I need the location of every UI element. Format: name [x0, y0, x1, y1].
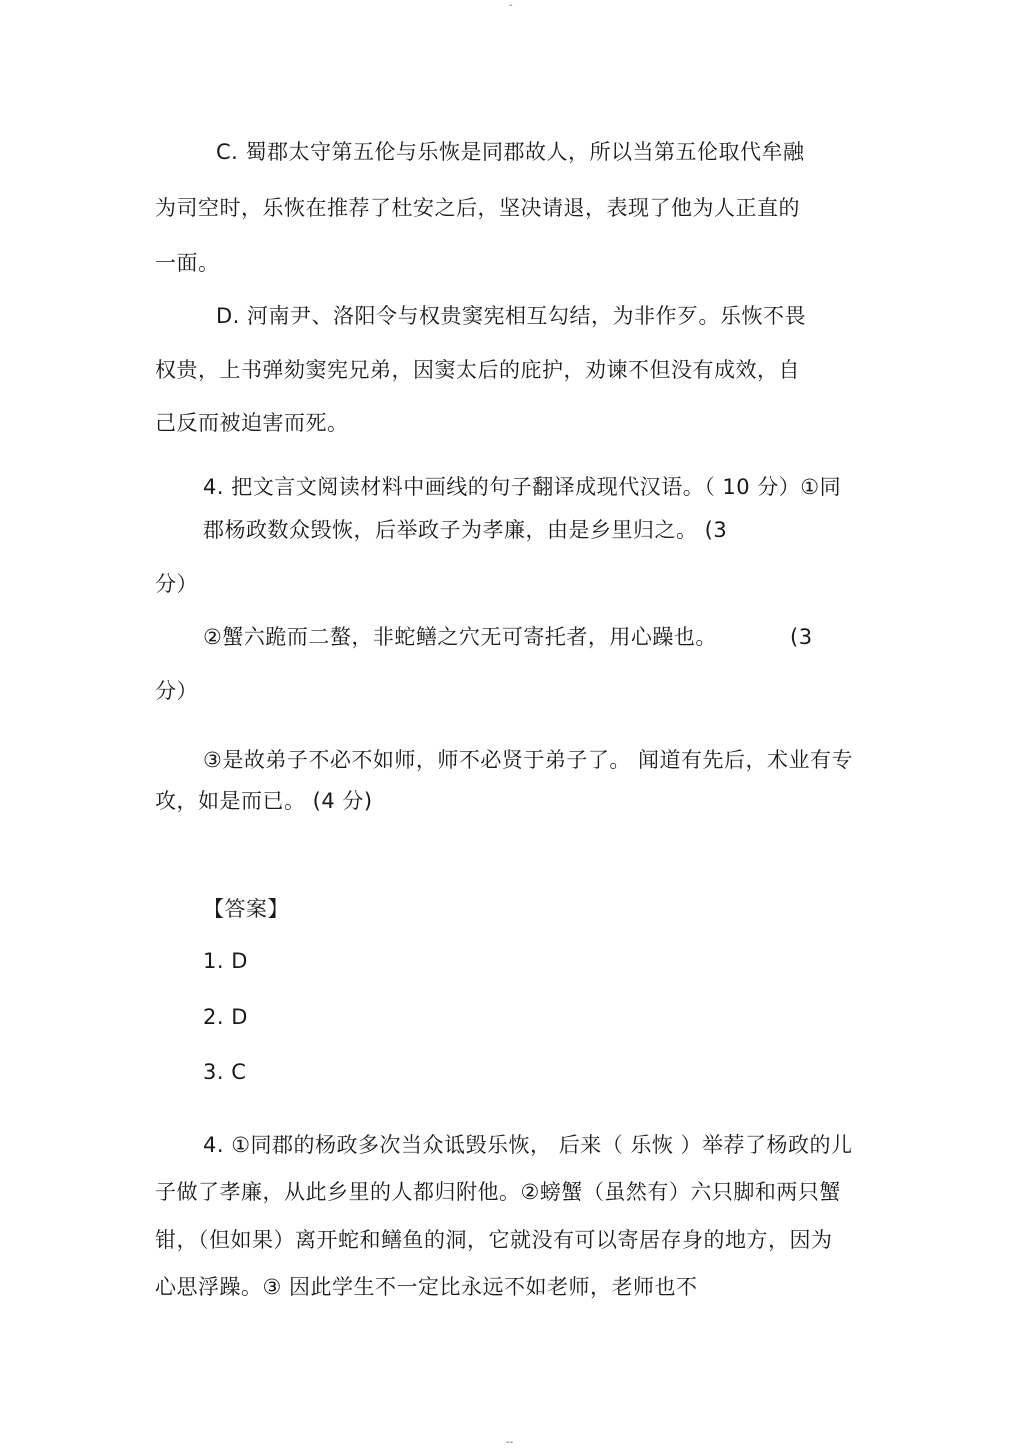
option-d-line-1: D. 河南尹、洛阳令与权贵窦宪相互勾结，为非作歹。乐恢不畏 [216, 304, 807, 328]
question-4-item-2-score-end: 分） [155, 679, 198, 703]
question-4-line-1: 4. 把文言文阅读材料中画线的句子翻译成现代汉语。（ 10 分）①同 [203, 475, 842, 499]
answers-heading: 【答案】 [203, 897, 289, 921]
answer-1: 1. D [203, 949, 248, 973]
header-mark: - [509, 0, 513, 11]
option-d-line-3: 己反而被迫害而死。 [155, 411, 349, 435]
answer-4-line-1: 4. ①同郡的杨政多次当众诋毁乐恢， 后来（ 乐恢 ）举荐了杨政的儿 [203, 1133, 853, 1157]
option-c-line-1: C. 蜀郡太守第五伦与乐恢是同郡故人，所以当第五伦取代牟融 [216, 140, 805, 164]
answer-4-line-3: 钳，（但如果）离开蛇和鳝鱼的洞，它就没有可以寄居存身的地方，因为 [155, 1228, 833, 1252]
option-c-line-3: 一面。 [155, 251, 220, 275]
answer-2: 2. D [203, 1005, 248, 1029]
footer-mark: -- [506, 1437, 514, 1448]
answer-4-line-2: 子做了孝廉，从此乡里的人都归附他。②螃蟹（虽然有）六只脚和两只蟹 [155, 1180, 841, 1204]
option-c-line-2: 为司空时，乐恢在推荐了杜安之后，坚决请退，表现了他为人正直的 [155, 196, 800, 220]
answer-4-line-4: 心思浮躁。③ 因此学生不一定比永远不如老师，老师也不 [155, 1275, 698, 1299]
answer-3: 3. C [203, 1060, 247, 1084]
question-4-line-3: 分） [155, 572, 198, 596]
question-4-item-2-score: (3 [790, 625, 813, 649]
question-4-item-2: ②蟹六跪而二螯，非蛇鳝之穴无可寄托者，用心躁也。 [203, 625, 717, 649]
question-4-item-3-line-1: ③是故弟子不必不如师，师不必贤于弟子了。 闻道有先后，术业有专 [203, 748, 853, 772]
option-d-line-2: 权贵，上书弹劾窦宪兄弟，因窦太后的庇护，劝谏不但没有成效，自 [155, 358, 800, 382]
question-4-line-2: 郡杨政数众毁恢，后举政子为孝廉，由是乡里归之。 (3 [203, 518, 728, 542]
question-4-item-3-line-2: 攻，如是而已。 (4 分) [155, 789, 373, 813]
